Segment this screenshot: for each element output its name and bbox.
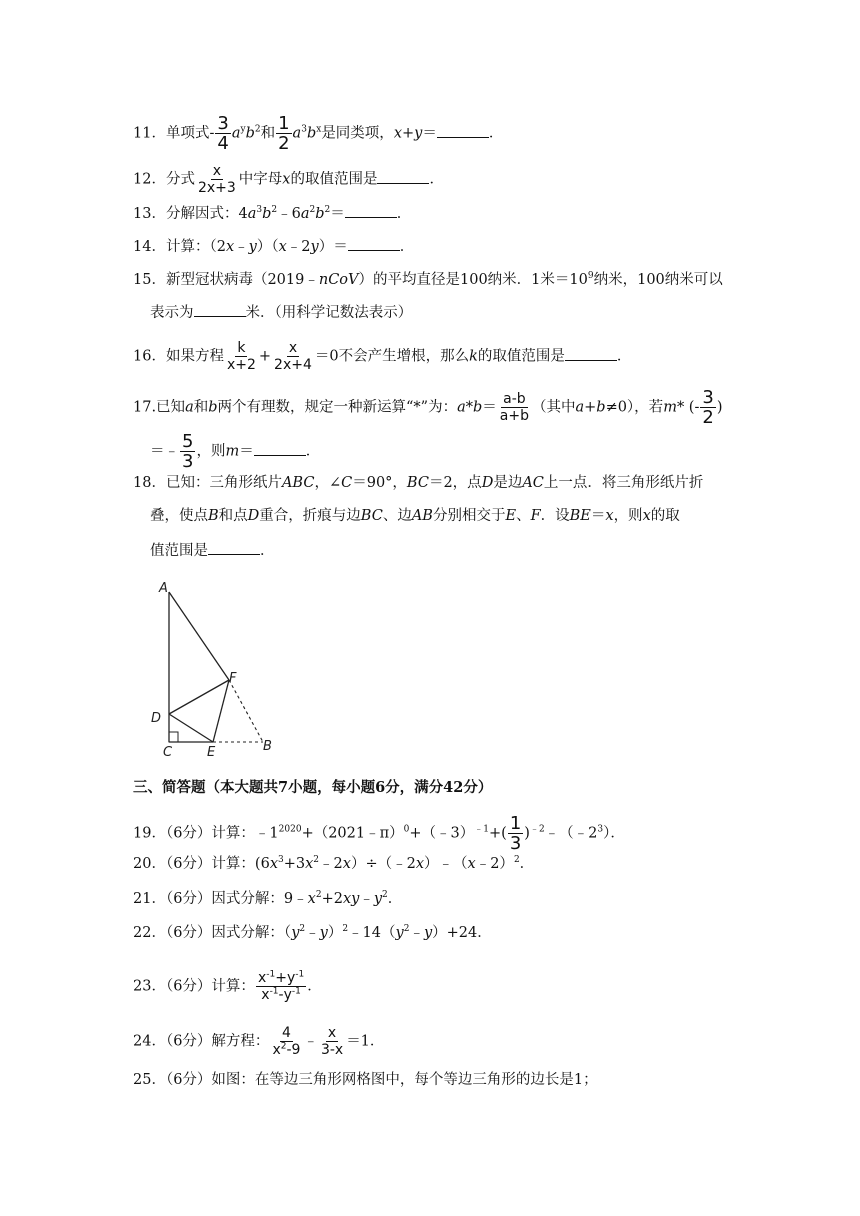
section-3-heading: 三、简答题（本大题共7小题，每小题6分，满分42分）	[133, 779, 493, 796]
question-17-line-2: ＝﹣ $\frac{5}{3}$ ，则m＝ ．	[150, 431, 321, 472]
question-15-line-2: 表示为 米．（用科学记数法表示）	[150, 302, 412, 323]
question-18-line-3: 值范围是 ．	[150, 540, 275, 561]
label-f: F	[229, 671, 237, 686]
right-angle-mark	[169, 732, 178, 742]
question-17-line-1: 17.已知a和b两个有理数，规定一种新运算“*”为：a*b＝ $\frac{a‑b}{a+b}$ （其中a+b≠0），若m* (‑ $\frac{3}{2}$ )	[133, 387, 723, 428]
question-22: 22．（6分）因式分解：$(y^2﹣y)^2﹣14(y^2﹣y)+24$．	[133, 924, 492, 941]
answer-blank[interactable]	[194, 302, 246, 317]
question-12: 12．分式 $\frac{x}{2x+3}$ 中字母x的取值范围是 ．	[133, 163, 444, 196]
label-a: A	[159, 581, 168, 596]
question-23: 23．（6分）计算： $\frac{x^{‑1}+y^{‑1}}{x^{‑1}‑y^{‑1}}$ ．	[133, 969, 322, 1003]
segment-af	[169, 592, 229, 680]
question-18-line-2: 叠，使点B和点D重合，折痕与边BC、边AB分别相交于E、F．设BE＝x，则x的取	[150, 508, 680, 524]
label-e: E	[207, 745, 216, 760]
question-20: 20．（6分）计算：$(6x^3+3x^2﹣2x)\div(﹣2x)﹣(x﹣2)^2$．	[133, 855, 535, 872]
answer-blank[interactable]	[345, 203, 397, 218]
label-c: C	[163, 745, 173, 760]
question-18-line-1: 18．已知：三角形纸片ABC，∠C＝90°，BC＝2，点D是边AC上一点．将三角形纸片折	[133, 475, 704, 491]
answer-blank[interactable]	[254, 441, 306, 456]
segment-ef	[213, 680, 229, 742]
question-14: 14．计算：（2x﹣y）（x﹣2y）＝ ．	[133, 236, 414, 257]
answer-blank[interactable]	[437, 123, 489, 138]
question-16: 16．如果方程 $\frac{k}{x+2}$ + $\frac{x}{2x+4}$ ＝0不会产生增根，那么k的取值范围是 ．	[133, 340, 632, 373]
question-19: 19．（6分）计算：$﹣1^{2020}+(2021﹣\pi)^0+(﹣3)^{﹣1}+$( $\frac{1}{3}$ )$^{﹣2}﹣(﹣2^3)$．	[133, 813, 625, 854]
question-24: 24．（6分）解方程： $\frac{4}{x^2‑9}$ ﹣ $\frac{x}{3‑x}$ ＝1．	[133, 1025, 385, 1058]
answer-blank[interactable]	[565, 346, 617, 361]
answer-blank[interactable]	[208, 540, 260, 555]
question-13: 13．分解因式：$4a^3b^2﹣6a^2b^2=$ ．	[133, 203, 411, 224]
segment-df	[169, 680, 229, 714]
label-d: D	[151, 711, 162, 726]
question-11: 11．单项式‑ $\frac{3}{4}$ $a^yb^2$和 $\frac{1}{2}$ $a^3b^x$是同类项，x+y＝ ．	[133, 113, 504, 154]
segment-de	[169, 714, 213, 742]
label-b: B	[263, 739, 272, 754]
question-21: 21．（6分）因式分解：$9﹣x^2+2xy﹣y^2$．	[133, 890, 403, 907]
triangle-figure	[145, 574, 285, 760]
answer-blank[interactable]	[348, 236, 400, 251]
question-25: 25．（6分）如图：在等边三角形网格图中，每个等边三角形的边长是1；	[133, 1072, 598, 1088]
question-15-line-1: 15．新型冠状病毒（2019﹣nCoV）的平均直径是100纳米．1米$=10^9$纳米，100纳米可以	[133, 271, 723, 288]
answer-blank[interactable]	[377, 169, 429, 184]
segment-fb-dashed	[229, 680, 263, 742]
